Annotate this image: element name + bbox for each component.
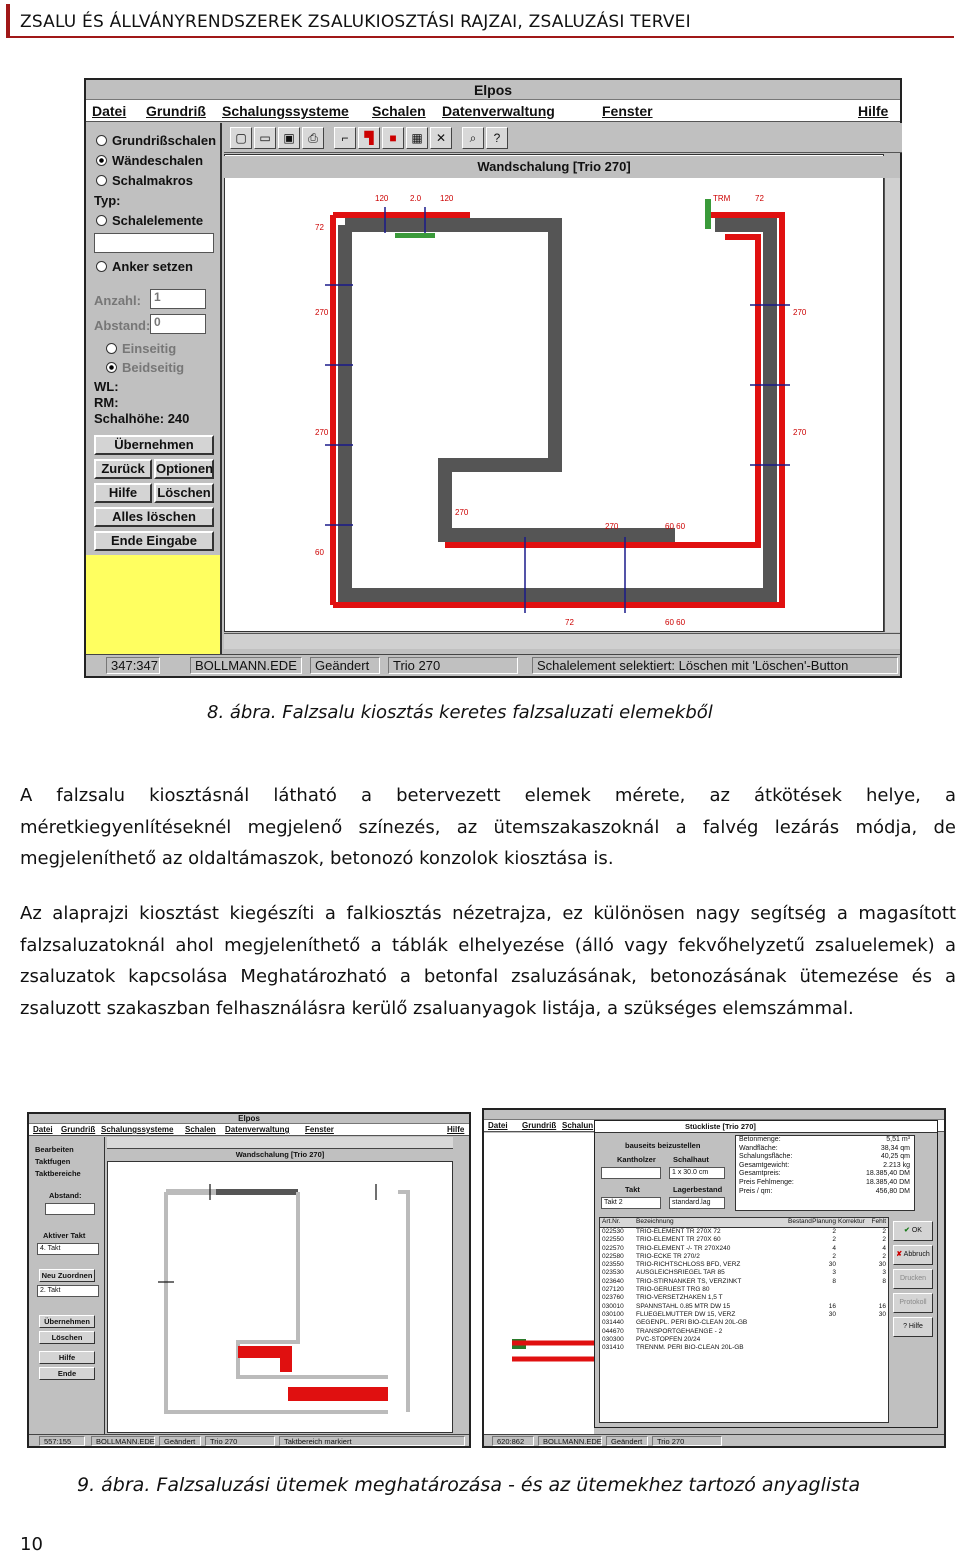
hilfe-button[interactable]: ? Hilfe [893,1317,933,1337]
table-row[interactable]: 023760 TRIO-VERSETZHAKEN 1,5 T [602,1294,723,1302]
menu-bar [86,100,900,122]
uebernehmen-button[interactable]: Übernehmen [39,1315,95,1328]
abstand-label: Abstand: [94,318,151,333]
elpos-window [84,78,902,678]
material-table[interactable] [599,1217,889,1423]
page-header: ZSALU ÉS ÁLLVÁNYRENDSZEREK ZSALUKIOSZTÁSI RAJZAI, ZSALUZÁSI TERVEI [6,4,954,38]
abstand-label: Abstand: [49,1191,82,1200]
elpos-window-takt [27,1112,471,1448]
table-header: Art.Nr. Bezeichnung Bestand Planung Korrektur Fehlt [600,1218,888,1228]
menu-grundriss[interactable]: Grundriß [522,1121,557,1130]
radio-taktfugen[interactable]: Taktfugen [35,1157,71,1166]
option-bauseits[interactable]: bauseits beizustellen [625,1141,701,1150]
stueckliste-dialog [594,1120,938,1428]
protokoll-button[interactable]: Protokoll [893,1293,933,1313]
rm-label: RM: [94,395,119,410]
summary-row: Wandfläche: 38,34 qm [739,1144,910,1152]
neu-zuordnen-button[interactable]: Neu Zuordnen [39,1269,95,1282]
menu-schalungssysteme[interactable]: Schalun [562,1121,594,1130]
toolbar [107,1137,453,1149]
takt-label: Takt [625,1185,640,1194]
summary-row: Preis / qm: 456,80 DM [739,1187,910,1195]
takt-panel [29,1137,105,1436]
svg-text:270: 270 [315,308,329,317]
radio-taktbereiche[interactable]: Taktbereiche [35,1169,81,1178]
radio-anker-setzen[interactable]: Anker setzen [96,259,193,274]
svg-text:270: 270 [605,522,619,531]
element-tool-icon[interactable]: ■ [382,127,404,149]
menu-schalen[interactable]: Schalen [372,103,426,119]
svg-text:270: 270 [793,308,807,317]
print-icon[interactable]: ⎙ [302,127,324,149]
anzahl-field[interactable]: 1 [150,289,206,309]
page-number: 10 [20,1534,43,1555]
summary-box [735,1135,915,1211]
lager-label: Lagerbestand [673,1185,723,1194]
status-bar [86,654,900,676]
svg-text:72: 72 [315,223,324,232]
status-hint: Schalelement selektiert: Löschen mit 'Löschen'-Button [532,657,898,674]
menu-hilfe[interactable]: Hilfe [447,1125,465,1134]
summary-row: Schalungsfläche: 40,25 qm [739,1153,910,1161]
yellow-panel [86,555,220,657]
status-system: Trio 270 [388,657,518,674]
wall-tool-icon[interactable]: ⌐ [334,127,356,149]
radio-bearbeiten[interactable]: Bearbeiten [35,1145,74,1154]
svg-text:TRM: TRM [713,194,731,203]
takt-select[interactable]: 2. Takt [37,1285,99,1297]
summary-row: Betonmenge: 5,51 m³ [739,1136,910,1143]
status-user: BOLLMANN.EDE [538,1436,602,1446]
svg-text:120: 120 [375,194,389,203]
grid-icon[interactable]: ▦ [406,127,428,149]
table-row[interactable]: 027120 TRIO-GERUEST TRG 80 [602,1286,710,1294]
stueckliste-window [482,1108,946,1448]
typ-select[interactable] [94,233,214,253]
ende-button[interactable]: Ende [39,1367,95,1380]
menu-schalen[interactable]: Schalen [185,1125,216,1134]
table-body [600,1228,888,1352]
menu-datenverwaltung[interactable]: Datenverwaltung [225,1125,290,1134]
radio-beidseitig[interactable]: Beidseitig [106,360,184,375]
table-row[interactable]: 023640 TRIO-STIRNANKER TS, VERZINKT 8 8 [602,1277,886,1285]
radio-schalmakros[interactable]: Schalmakros [96,173,193,188]
abstand-field[interactable] [45,1203,95,1215]
status-bar [29,1434,469,1446]
menu-datei[interactable]: Datei [488,1121,508,1130]
status-coords: 557:155 [39,1436,85,1446]
zurueck-button[interactable]: Zurück [94,459,152,479]
radio-schalelemente[interactable]: Schalelemente [96,213,203,228]
drawing-canvas[interactable] [107,1161,453,1433]
figure9-caption: 9. ábra. Falzsaluzási ütemek meghatározása - és az ütemekhez tartozó anyaglista [77,1474,861,1496]
menu-schalungssysteme[interactable]: Schalungssysteme [222,103,349,119]
window-title: Elpos [86,80,900,100]
horizontal-scrollbar[interactable] [224,633,900,649]
aktiver-takt-label: Aktiver Takt [43,1231,86,1240]
lager-select[interactable]: standard.lag [669,1197,725,1209]
menu-bar [29,1124,469,1136]
window-title: Elpos [29,1114,469,1124]
svg-text:270: 270 [455,508,469,517]
schalhoehe-label: Schalhöhe: 240 [94,411,190,426]
alles-loeschen-button[interactable]: Alles löschen [94,507,214,527]
status-system: Trio 270 [652,1436,722,1446]
typ-label: Typ: [94,193,121,208]
option-schalhaut[interactable]: Schalhaut [673,1155,709,1164]
help-icon[interactable]: ? [486,127,508,149]
svg-text:120: 120 [440,194,454,203]
cross-icon: ✘ [896,1251,903,1258]
svg-text:72: 72 [565,618,574,627]
size-select[interactable]: 1 x 30.0 cm [669,1167,725,1179]
table-row[interactable]: 022570 TRIO-ELEMENT -/- TR 270X240 4 4 [602,1244,886,1252]
table-row[interactable]: 030300 PVC-STOPFEN 20/24 [602,1335,701,1343]
zoom-icon[interactable]: ⌕ [462,127,484,149]
drucken-button[interactable]: Drucken [893,1269,933,1289]
status-state: Geändert [606,1436,648,1446]
svg-text:2.0: 2.0 [410,194,422,203]
check-icon: ✔ [904,1227,910,1234]
svg-text:60 60: 60 60 [665,618,686,627]
size-field[interactable] [601,1167,661,1179]
toolbar [224,123,902,153]
optionen-button[interactable]: Optionen [154,459,214,479]
abstand-field[interactable]: 0 [150,314,206,334]
aktiver-takt-select[interactable]: 4. Takt [37,1243,99,1255]
loeschen-button[interactable]: Löschen [154,483,214,503]
summary-row: Gesamtpreis: 18.385,40 DM [739,1170,910,1178]
document-title: Wandschalung [Trio 270] [224,156,884,178]
radio-waendeschalen[interactable]: Wändeschalen [96,153,203,168]
menu-datei[interactable]: Datei [92,103,127,119]
tool-panel [86,123,222,657]
window-title [484,1110,944,1120]
status-state: Geändert [310,657,380,674]
floor-plan-drawing [225,155,885,633]
figure8-caption: 8. ábra. Falzsalu kiosztás keretes falzsaluzati elemekből [207,702,713,723]
hilfe-button[interactable]: Hilfe [39,1351,95,1364]
svg-text:72: 72 [755,194,764,203]
menu-schalungssysteme[interactable]: Schalungssysteme [101,1125,174,1134]
menu-fenster[interactable]: Fenster [602,103,653,119]
status-system: Trio 270 [205,1436,275,1446]
status-coords: 347:347 [106,657,160,674]
svg-text:60: 60 [315,548,324,557]
vertical-scrollbar[interactable] [884,178,900,632]
status-coords: 620:862 [492,1436,534,1446]
paragraph-1: A falzsalu kiosztásnál látható a betervezett elemek mérete, az átkötések helye, a méretkiegyenlítéseknél megjelenő színezés, az ütemszakaszoknál a falvég lezárás módja, de megjeleníthető az oldaltámaszok, betonozó konzolok kiosztása is. [20,785,956,869]
background-drawing-svg [484,1133,594,1436]
loeschen-button[interactable]: Löschen [39,1331,95,1344]
new-icon[interactable]: ▢ [230,127,252,149]
dialog-title: Stückliste [Trio 270] [595,1121,937,1133]
menu-grundriss[interactable]: Grundriß [146,103,206,119]
summary-row: Preis Fehlmenge: 18.385,40 DM [739,1178,910,1186]
summary-row: Gesamtgewicht: 2.213 kg [739,1161,910,1169]
menu-datei[interactable]: Datei [33,1125,53,1134]
takt-drawing [108,1162,454,1434]
menu-grundriss[interactable]: Grundriß [61,1125,96,1134]
option-kantholzer[interactable]: Kantholzer [617,1155,656,1164]
status-bar [484,1434,944,1446]
delete-icon[interactable]: ✕ [430,127,452,149]
anzahl-label: Anzahl: [94,293,141,308]
background-drawing [484,1133,594,1436]
open-icon[interactable]: ▭ [254,127,276,149]
svg-text:60 60: 60 60 [665,522,686,531]
menu-hilfe[interactable]: Hilfe [858,103,889,119]
status-state: Geändert [159,1436,201,1446]
table-row[interactable]: 044670 TRANSPORTGEHAENGE - 2 [602,1327,723,1335]
svg-text:270: 270 [793,428,807,437]
paragraph-2: Az alaprajzi kiosztást kiegészíti a falkiosztás nézetrajza, ez különösen nagy segítség a magasított falzsaluzatoknál ahol megjeleníthető a táblák elhelyezése (álló vagy fekvőhelyzetű zsaluelemek) a zsaluzatok kapcsolása Meghatározható a betonfal zsaluzásának, betonozásának ütemezése és a zsaluzott szakaszban felhasználásra kerülő zsaluanyagok listája, a szükséges elemszámmal. [20,903,956,1019]
svg-text:270: 270 [315,428,329,437]
ende-eingabe-button[interactable]: Ende Eingabe [94,531,214,551]
status-user: BOLLMANN.EDE [190,657,302,674]
menu-datenverwaltung[interactable]: Datenverwaltung [442,103,555,119]
hilfe-button[interactable]: Hilfe [94,483,152,503]
drawing-canvas[interactable] [224,154,884,632]
table-row[interactable]: 022580 TRIO-ECKE TR 270/2 2 2 [602,1252,886,1260]
table-row[interactable]: 022530 TRIO-ELEMENT TR 270X 72 2 2 [602,1228,886,1235]
save-icon[interactable]: ▣ [278,127,300,149]
menu-fenster[interactable]: Fenster [305,1125,334,1134]
wl-label: WL: [94,379,119,394]
ok-button[interactable]: ✔ OK [893,1221,933,1241]
table-row[interactable]: 022550 TRIO-ELEMENT TR 270X 60 2 2 [602,1236,886,1244]
formwork-tool-icon[interactable]: ▜ [358,127,380,149]
table-row[interactable]: 031410 TRENNM. PERI BIO-CLEAN 20L-GB [602,1344,744,1352]
takt-select[interactable]: Takt 2 [601,1197,661,1209]
question-icon: ? [903,1323,907,1330]
uebernehmen-button[interactable]: Übernehmen [94,435,214,455]
document-title: Wandschalung [Trio 270] [107,1150,453,1160]
status-user: BOLLMANN.EDE [91,1436,155,1446]
abbruch-button[interactable]: ✘ Abbruch [893,1245,933,1265]
table-row[interactable]: 023530 AUSGLEICHSRIEGEL TAR 85 3 3 [602,1269,886,1277]
radio-grundrissschalen[interactable]: Grundrißschalen [96,133,216,148]
table-row[interactable]: 023550 TRIO-RICHTSCHLOSS BFD, VERZ 30 30 [602,1261,886,1269]
status-hint: Taktbereich markiert [279,1436,465,1446]
radio-einseitig[interactable]: Einseitig [106,341,176,356]
table-row[interactable]: 031440 GEGENPL. PERI BIO-CLEAN 20L-GB [602,1319,748,1327]
table-row[interactable]: 030010 SPANNSTAHL 0.85 MTR DW 15 16 16 [602,1302,886,1310]
table-row[interactable]: 030100 FLUEGELMUTTER DW 15, VERZ 30 30 [602,1310,886,1318]
